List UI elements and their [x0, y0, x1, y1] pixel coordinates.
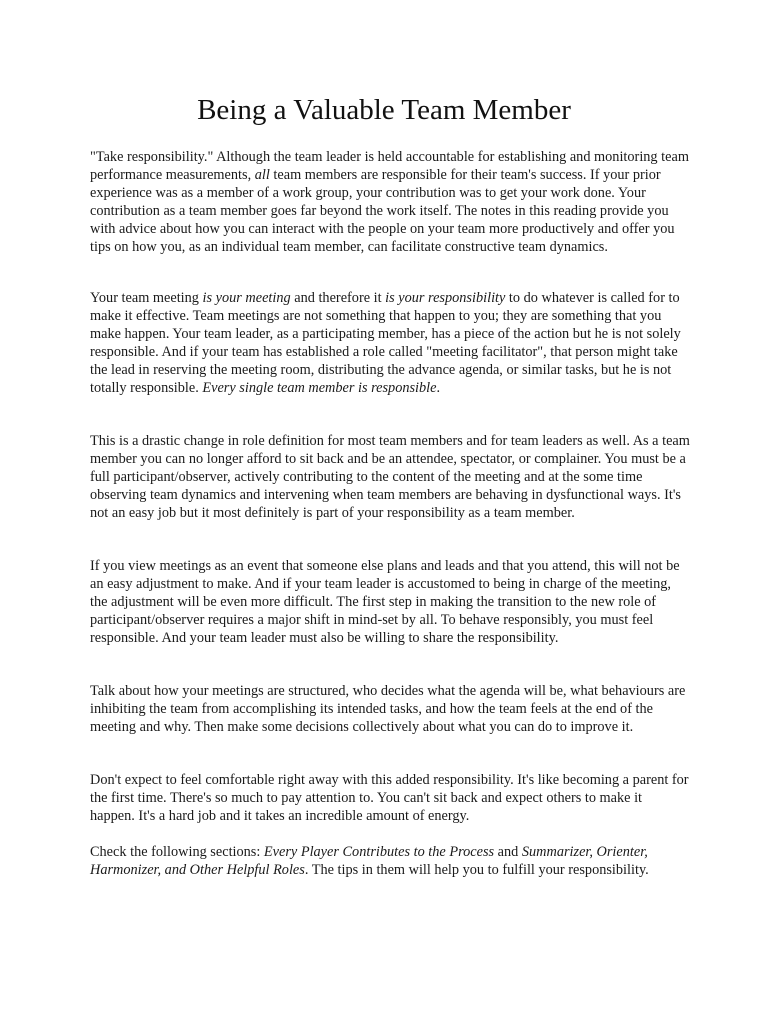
paragraph-check-sections	[90, 843, 690, 879]
paragraph-view-meetings: If you view meetings as an event that someone else plans and leads and that you attend, this will not be an easy adjustment to make. And if your team leader is accustomed to being in charge of the meeting, the adjustment will be even more difficult. The first step in making the transition to the new role of participant/observer requires a major shift in mind-set by all. To behave responsibly, you must feel responsible. And your team leader must also be willing to share the responsibility.	[90, 558, 680, 647]
p2-text-g: .	[436, 380, 441, 397]
paragraph-dont-expect: Don't expect to feel comfortable right away with this added responsibility. It's like becoming a parent for the first time. There's so much to pay attention to. You can't sit back and expect others to make it happen. It's a hard job and it takes an incredible amount of energy.	[90, 772, 689, 825]
p7-text-a: Check the following sections:	[90, 844, 264, 860]
p2-emphasis-every-member: Every single team member is responsible	[202, 380, 437, 397]
p7-text-c: and	[494, 844, 522, 860]
p2-text-a: Your team meeting	[90, 290, 203, 306]
p2-text-c: and therefore it	[290, 290, 386, 306]
paragraph-drastic-change: This is a drastic change in role definition for most team members and for team leaders as well. As a team member you can no longer afford to sit back and be an attendee, spectator, or complainer. You must be a full participant/observer, actively contributing to the content of the meeting and at the some time observing team dynamics and intervening when team members are behaving in dysfunctional ways. It's not an easy job but it most definitely is part of your responsibility as a team member.	[90, 433, 690, 522]
p1-text-a: "Take responsibility." Although the team leader is held accountable for establishing and monitoring team performance measurements,	[90, 149, 689, 184]
p7-text-e: . The tips in them will help you to fulfill your responsibility.	[304, 862, 649, 879]
document-title: Being a Valuable Team Member	[197, 94, 571, 126]
paragraph-talk-about-meetings: Talk about how your meetings are structured, who decides what the agenda will be, what behaviours are inhibiting the team from accomplishing its intended tasks, and how the team feels at the end of the meeting and why. Then make some decisions collectively about what you can do to improve it.	[90, 683, 686, 736]
p7-emphasis-helpful-roles: Summarizer, Orienter, Harmonizer, and Other Helpful Roles	[90, 844, 648, 879]
p2-emphasis-is-your-meeting: is your meeting	[202, 290, 291, 306]
paragraph-your-team-meeting	[90, 289, 690, 398]
paragraph-take-responsibility	[90, 148, 690, 257]
p1-emphasis-all: all	[254, 167, 270, 184]
p1-text-c: team members are responsible for their team's success. If your prior experience was as a member of a work group, your contribution was to get your work done. Your contribution as a team member goes far beyond the work itself. The notes in this reading provide you with advice about how you can interact with the people on your team more productively and offer you tips on how you, as an individual team member, can facilitate constructive team dynamics.	[90, 167, 675, 256]
p7-emphasis-every-player: Every Player Contributes to the Process	[263, 844, 495, 860]
p2-emphasis-is-your-responsibility: is your responsibility	[385, 290, 506, 306]
p2-text-e: to do whatever is called for to make it effective. Team meetings are not something that happen to you; they are something that you make happen. Your team leader, as a participating member, has a piece of the action but he is not solely responsible. And if your team has established a role called "meeting facilitator", that person might take the lead in reserving the meeting room, distributing the advance agenda, or similar tasks, but he is not totally responsible.	[90, 290, 681, 397]
